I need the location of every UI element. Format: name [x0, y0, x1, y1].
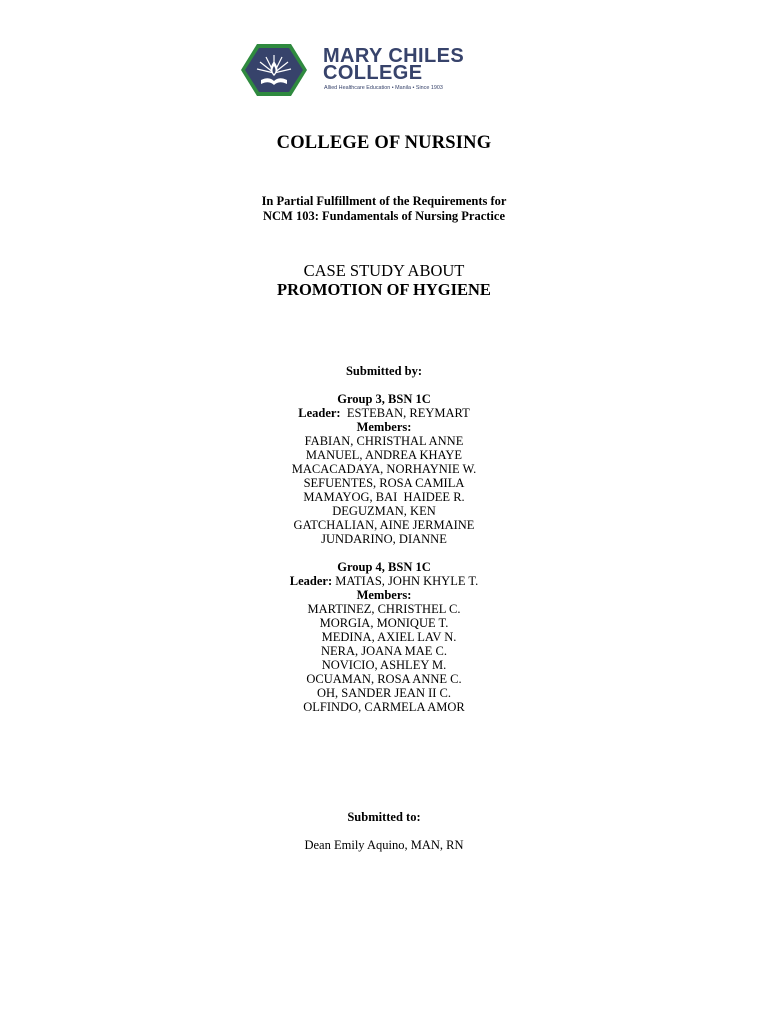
group4-member: OCUAMAN, ROSA ANNE C. — [306, 672, 462, 686]
college-name-wordmark — [323, 45, 465, 84]
college-name-line2: COLLEGE — [323, 62, 423, 84]
submitted-to-name: Dean Emily Aquino, MAN, RN — [304, 838, 464, 852]
fulfillment-statement — [0, 194, 768, 224]
group4-leader-label: Leader: — [289, 574, 333, 588]
group4-member: NOVICIO, ASHLEY M. — [321, 658, 447, 672]
group3-member: FABIAN, CHRISTHAL ANNE — [304, 434, 464, 448]
group4-members-label: Members: — [356, 588, 412, 602]
fulfillment-line2: NCM 103: Fundamentals of Nursing Practice — [263, 209, 505, 223]
submitted-by-label: Submitted by: — [345, 364, 423, 378]
fulfillment-line1: In Partial Fulfillment of the Requirements for — [261, 194, 507, 208]
group3-member: MAMAYOG, BAI HAIDEE R. — [303, 490, 465, 504]
college-tagline: Allied Healthcare Education • Manila • Since 1903 — [324, 85, 443, 91]
group4-heading: Group 4, BSN 1C — [337, 560, 431, 574]
group4-member: MARTINEZ, CHRISTHEL C. — [307, 602, 461, 616]
case-study-topic: PROMOTION OF HYGIENE — [277, 280, 491, 299]
group3-member: MACACADAYA, NORHAYNIE W. — [291, 462, 477, 476]
group3-member: DEGUZMAN, KEN — [332, 504, 436, 518]
group3-member: GATCHALIAN, AINE JERMAINE — [293, 518, 475, 532]
group4-leader-name: MATIAS, JOHN KHYLE T. — [335, 574, 479, 588]
college-crest-icon — [240, 43, 308, 97]
group4-member: NERA, JOANA MAE C. — [320, 644, 448, 658]
group3-leader — [0, 406, 768, 420]
group3-members-label: Members: — [356, 420, 412, 434]
case-study-label: CASE STUDY ABOUT — [303, 261, 465, 280]
group3-member: MANUEL, ANDREA KHAYE — [305, 448, 463, 462]
group3-heading: Group 3, BSN 1C — [337, 392, 431, 406]
group3-member: JUNDARINO, DIANNE — [321, 532, 447, 546]
college-logo — [240, 43, 520, 97]
group3-member: SEFUENTES, ROSA CAMILA — [303, 476, 465, 490]
group3-leader-name: ESTEBAN, REYMART — [346, 406, 470, 420]
college-name-line1: MARY CHILES — [323, 45, 465, 67]
group3-leader-label: Leader: — [298, 406, 341, 420]
group4-member: OLFINDO, CARMELA AMOR — [303, 700, 465, 714]
group4-member: OH, SANDER JEAN II C. — [316, 686, 452, 700]
group3-section — [0, 392, 768, 546]
group4-member: MEDINA, AXIEL LAV N. — [321, 630, 457, 644]
group4-section — [0, 560, 768, 714]
group4-leader — [0, 574, 768, 588]
submitted-to-label: Submitted to: — [347, 810, 421, 824]
page-title: COLLEGE OF NURSING — [276, 133, 492, 153]
group4-member: MORGIA, MONIQUE T. — [319, 616, 449, 630]
